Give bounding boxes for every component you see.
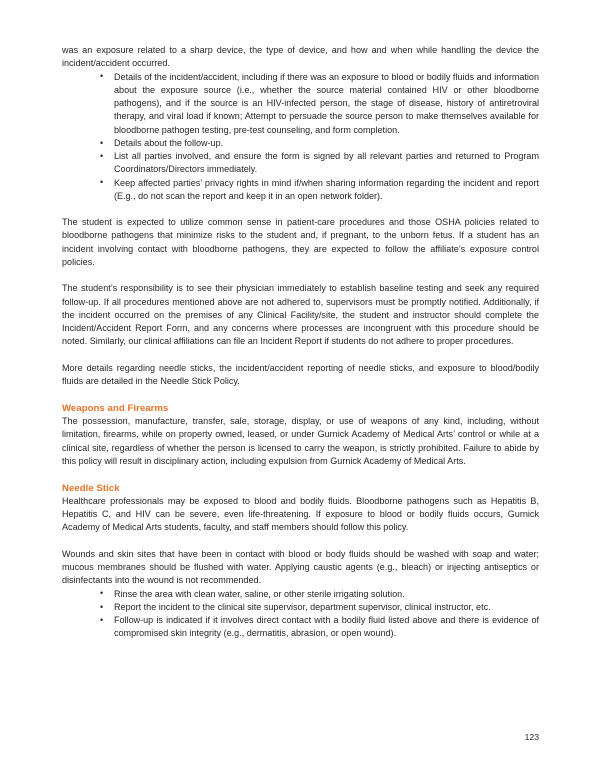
list-item-text: • Details about the follow-up. bbox=[114, 137, 224, 148]
list-item bbox=[62, 588, 539, 601]
paragraph-spacer bbox=[62, 349, 539, 362]
paragraph-weapons-and-firearms: The possession, manufacture, transfer, sale, storage, display, or use of weapons of any kind, including, without limitation, firearms, while on property owned, leased, or under Gurnick Academy of Medical Arts’ control or while at a clinical site, regardless of whether the person is licensed to carry the weapon, is strictly prohibited. Failure to abide by this policy will result in disciplinary action, including expulsion from Gurnick Academy of Medical Arts. bbox=[62, 416, 539, 466]
section-heading-weapons-and-firearms: Weapons and Firearms bbox=[62, 402, 169, 414]
paragraph-student-responsibility: The student’s responsibility is to see their physician immediately to establish baseline testing and seek any required follow-up. If all procedures mentioned above are not adhered to, supervisors must be promptly notified. Additionally, if the incident occurred on the premises of any Clinical Facility/site, the student and instructor should complete the Incident/Accident Report Form, and any concerns where processes are incongruent with this procedure should be noted. Similarly, our clinical affiliations can file an Incident Report if students do not adhere to proper procedures. bbox=[62, 283, 539, 347]
section-spacer bbox=[62, 468, 539, 481]
list-item bbox=[62, 177, 539, 204]
list-item bbox=[62, 601, 539, 614]
list-item bbox=[62, 150, 539, 177]
page-number: 123 bbox=[524, 732, 539, 742]
list-item-text: • Rinse the area with clean water, saline, or other sterile irrigating solution. bbox=[114, 588, 405, 599]
paragraph-spacer bbox=[62, 535, 539, 548]
continued-bullet-paragraph: was an exposure related to a sharp device, the type of device, and how and when while handling the device the incident/accident occurred. bbox=[62, 45, 539, 69]
paragraph-spacer bbox=[62, 269, 539, 282]
bullet-list-incident-reporting bbox=[62, 71, 539, 204]
paragraph-wound-care: Wounds and skin sites that have been in contact with blood or body fluids should be washed with soap and water; mucous membranes should be flushed with water. Applying caustic agents (e.g., bleach) or injecting antiseptics or disinfectants into the wound is not recommended. bbox=[62, 548, 539, 586]
section-heading-needle-stick: Needle Stick bbox=[62, 482, 120, 494]
section-spacer bbox=[62, 388, 539, 401]
list-item-text: • Details of the incident/accident, including if there was an exposure to blood or bodily fluids and information about the exposure source (i.e., whether the source material contained HIV or other bloodborne pathogens), and if the source is an HIV-infected person, the stage of disease, history of antiretroviral therapy, and viral load if known; Attempt to persuade the source person to make themselves available for bloodborne pathogen testing, pre-test counseling, and form completion. bbox=[114, 71, 539, 135]
list-item bbox=[62, 137, 539, 150]
list-item-text: • Follow-up is indicated if it involves direct contact with a bodily fluid listed above and there is evidence of compromised skin integrity (e.g., dermatitis, abrasion, or open wound). bbox=[114, 615, 539, 639]
list-item-text: • Keep affected parties’ privacy rights in mind if/when sharing information regarding the incident and report (E.g., do not scan the report and keep it in an open network folder). bbox=[114, 177, 539, 201]
paragraph-needle-stick-intro: Healthcare professionals may be exposed to blood and bodily fluids. Bloodborne pathogens such as Hepatitis B, Hepatitis C, and HIV can be severe, even life-threatening. If exposure to blood or bodily fluids occurs, Gurnick Academy of Medical Arts students, faculty, and staff members should follow this policy. bbox=[62, 495, 539, 533]
list-item-text: • Report the incident to the clinical site supervisor, department supervisor, clinical instructor, etc. bbox=[114, 601, 491, 612]
list-item-text: • List all parties involved, and ensure the form is signed by all relevant parties and returned to Program Coordinators/Directors immediately. bbox=[114, 151, 539, 175]
paragraph-spacer bbox=[62, 203, 539, 216]
page-content bbox=[62, 44, 539, 641]
paragraph-more-details: More details regarding needle sticks, the incident/accident reporting of needle sticks, and exposure to blood/bodily fluids are detailed in the Needle Stick Policy. bbox=[62, 362, 539, 387]
paragraph-common-sense: The student is expected to utilize common sense in patient-care procedures and those OSHA policies related to bloodborne pathogens that minimize risks to the student and, if pregnant, to the unborn fetus. If a student has an incident involving contact with bloodborne pathogens, they are expected to follow the affiliate’s exposure control policies. bbox=[62, 217, 539, 267]
bullet-list-needle-stick-steps bbox=[62, 588, 539, 641]
list-item bbox=[62, 614, 539, 641]
list-item bbox=[62, 71, 539, 137]
